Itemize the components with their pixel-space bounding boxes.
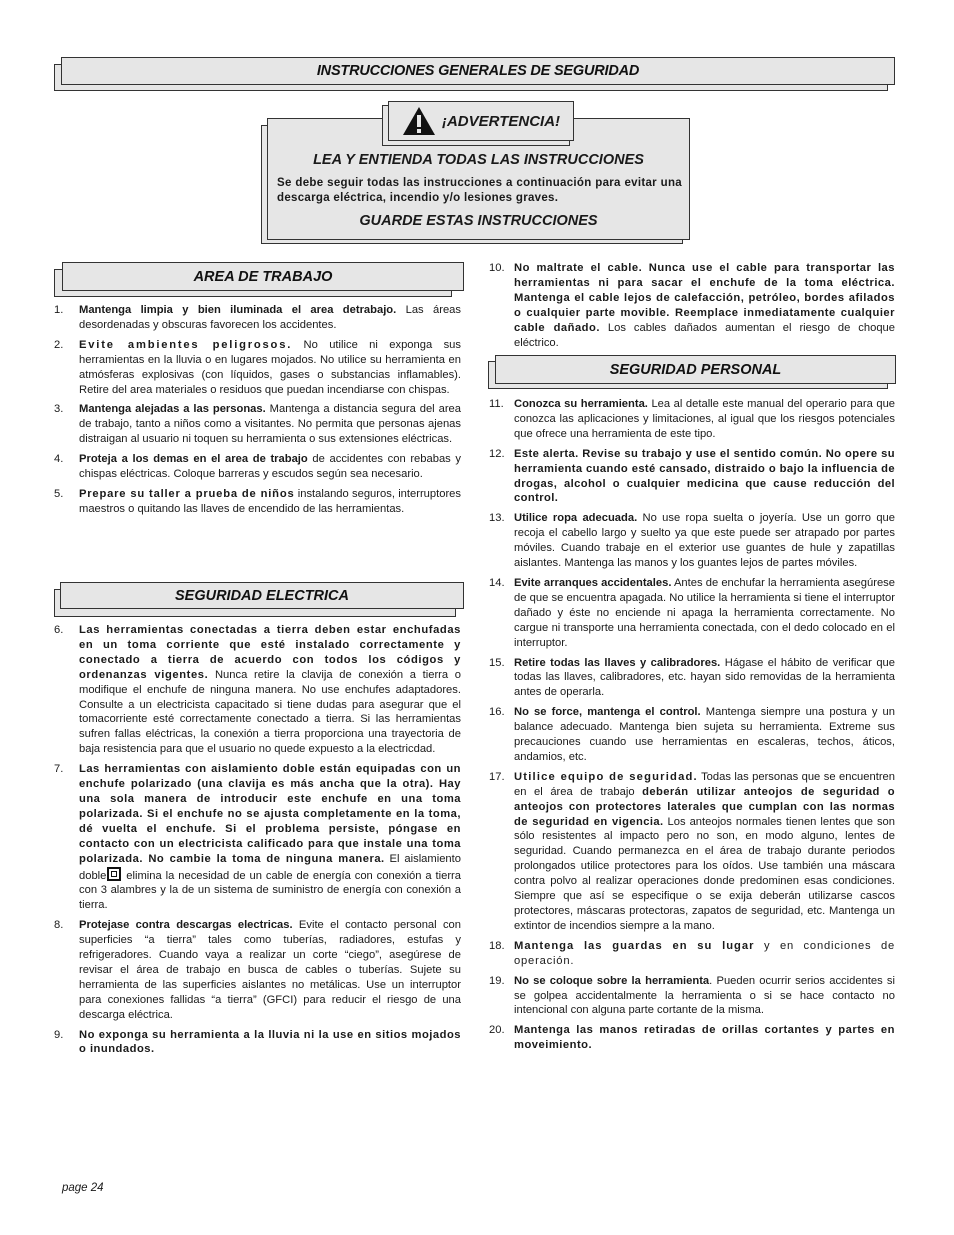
section-title: SEGURIDAD ELECTRICA bbox=[60, 582, 464, 609]
section-title: AREA DE TRABAJO bbox=[62, 262, 464, 291]
list-item: 3. Mantenga alejadas a las personas. Mantenga a distancia segura del area de trabajo, tanto a niños como a visitantes. No permita que personas ajenas distraigan al usuario ni toquen su herramienta o sus extensiones eléctricas. bbox=[54, 403, 461, 446]
list-item: 15. Retire todas las llaves y calibradores. Hágase el hábito de verificar que todas las llaves, calibradores, etc. hayan sido removidas de la herramienta antes de operarla. bbox=[489, 656, 895, 699]
warning-tab bbox=[388, 101, 574, 141]
double-insulation-icon bbox=[107, 867, 121, 881]
list-item: 17. Utilice equipo de seguridad. Todas las personas que se encuentren en el área de trabajo deberán utilizar anteojos de seguridad o anteojos con protectores laterales que cumplan con las normas de seguridad en vigencia. Los anteojos normales tienen lentes que son sólo resistentes al impacto pero no son, en modo alguno, lentes de seguridad. Cuando permanezca en el área de trabajo durante periodos prolongados utilice protectores para los oídos. Use también una máscara contra polvo al realizar operaciones donde predominen esas condiciones. Siempre que así se especifique o se exija deberán utilizarse cascos protectores, máscaras protectoras, zapatos de seguridad, etc. Mantenga un extintor de incendios siempre a la mano. bbox=[489, 770, 895, 932]
list-item: 12. Este alerta. Revise su trabajo y use el sentido común. No opere su herramienta cuando esté cansado, distraido o bajo la influencia de drogas, alcohol o cualquier medicina que cause reducción del control. bbox=[489, 447, 895, 505]
section-header-electrical bbox=[54, 582, 464, 618]
main-header bbox=[54, 57, 898, 93]
list-item: 1. Mantenga limpia y bien iluminada el area detrabajo. Las áreas desordenadas y obscuras favorecen los accidentes. bbox=[54, 304, 461, 331]
list-item: 9. No exponga su herramienta a la lluvia ni la use en sitios mojados o inundados. bbox=[54, 1028, 461, 1056]
section-header-personal bbox=[488, 355, 896, 391]
right-column-top bbox=[489, 261, 895, 355]
warning-title: ¡ADVERTENCIA! bbox=[441, 112, 561, 130]
list-item: 18. Mantenga las guardas en su lugar y en condiciones de operación. bbox=[489, 939, 896, 967]
warning-triangle-icon bbox=[402, 106, 436, 136]
list-item: 16. No se force, mantenga el control. Mantenga siempre una postura y un balance adecuado. Mantenga bien sujeta su herramienta. Extreme sus precauciones cuando use herramientas en escaleras, techos, áticos, andamios, etc. bbox=[489, 706, 895, 763]
list-item: 19. No se coloque sobre la herramienta. Pueden ocurrir serios accidentes si se golpea accidentalmente la herramienta o si se hace contacto no intencional con alguna parte cortante de la misma. bbox=[489, 974, 896, 1017]
warning-heading: LEA Y ENTIENDA TODAS LAS INSTRUCCIONES bbox=[313, 152, 644, 168]
left-column-top bbox=[54, 303, 461, 522]
right-column-bottom bbox=[489, 397, 895, 1058]
list-item: 5. Prepare su taller a prueba de niños instalando seguros, interruptores maestros o quitando las llaves de encendido de las herramientas. bbox=[54, 487, 462, 515]
main-title: INSTRUCCIONES GENERALES DE SEGURIDAD bbox=[61, 57, 895, 85]
list-item: 6. Las herramientas conectadas a tierra deben estar enchufadas en un toma corriente que esté instalado correctamente y conectado a tierra de acuerdo con todos los códigos y ordenanzas vigentes. Nunca retire la clavija de conexión a tierra o modifique el enchufe de ninguna manera. No use enchufes adaptadores. Consulte a un electricista capacitado si tiene dudas para asegurar que el tomacorriente esté correctamente conectado a tierra. Si las herramientas sufren fallas eléctricas, la conexión a tierra proporciona una trayectoria de baja resistencia para que el usuario no quede expuesto a la electricdad. bbox=[54, 624, 461, 756]
list-item: 2. Evite ambientes peligrosos. No utilice ni exponga sus herramientas en la lluvia o en lugares mojados. No utilice su herramienta en atmósferas explosivas (con líquidos, gases o substancias inflamables). Retire del area materiales o residuos que puedan incendiarse con chispas. bbox=[54, 338, 461, 396]
warning-body: Se debe seguir todas las instrucciones a continuación para evitar una descarga eléctrica, incendio y/o lesiones graves. bbox=[277, 177, 682, 204]
page-number: page 24 bbox=[62, 1182, 104, 1194]
section-title: SEGURIDAD PERSONAL bbox=[495, 355, 896, 384]
section-header-work-area bbox=[54, 262, 464, 298]
list-item: 10. No maltrate el cable. Nunca use el cable para transportar las herramientas ni para sacar el enchufe de la toma eléctrica. Mantenga el cable lejos de calefacción, petróleo, bordes afilados o cualquier parte movible. Reemplace inmediatamente cualquier cable dañado. Los cables dañados aumentan el riesgo de choque eléctrico. bbox=[489, 262, 895, 349]
list-item: 13. Utilice ropa adecuada. No use ropa suelta o joyería. Use un gorro que recoja el cabello largo y suelto ya que este puede ser atrapado por partes móviles. Cuando trabaje en el exterior use guantes de hule y zapatillas aislantes. Mantenga las manos y los guantes lejos de partes móviles. bbox=[489, 512, 895, 570]
left-column-bottom bbox=[54, 623, 461, 1062]
list-item: 7. Las herramientas con aislamiento doble están equipadas con un enchufe polarizado (una clavija es más ancha que la otra). Hay una sola manera de introducir este enchufe en una toma polarizada. Si el enchufe no se ajusta completamente en la toma, dé vuelta el enchufe. Si el problema persiste, póngase en contacto con un electricista calificado para que instale una toma polarizada. No cambie la toma de ninguna manera. El aislamiento doble elimina la necesidad de un cable de energía con conexión a tierra con 3 alambres y la de un sistema de suministro de energía con conexión a tierra. bbox=[54, 763, 461, 912]
list-item: 8. Protejase contra descargas electricas. Evite el contacto personal con superficies “a tierra” tales como tuberías, radiadores, estufas y refrigeradores. Cuando vaya a realizar un corte “ciego”, asegúrese de revisar el área de trabajo en busca de cables o tuberías. Sujete su herramienta de las superficies aislantes no metálicas. Use un interruptor para conexiones fallidas “a tierra” (GFCI) para reducir el riesgo de una descarga eléctrica. bbox=[54, 919, 461, 1021]
list-item: 20. Mantenga las manos retiradas de orillas cortantes y partes en moveimiento. bbox=[489, 1024, 895, 1052]
list-item: 14. Evite arranques accidentales. Antes de enchufar la herramienta asegúrese de que se encuentra apagada. No utilice la herramienta si tiene el interruptor dañado y éste no enciende ni apaga la herramienta correctamente. No cargue ni transporte una herramienta conectada, con el dedo colocado en el interruptor. bbox=[489, 576, 895, 649]
list-item: 4. Proteja a los demas en el area de trabajo de accidentes con rebabas y chispas eléctricas. Coloque barreras y escudos según sea necesario. bbox=[54, 453, 462, 481]
warning-footer: GUARDE ESTAS INSTRUCCIONES bbox=[359, 213, 598, 229]
list-item: 11. Conozca su herramienta. Lea al detalle este manual del operario para que conozca las aplicaciones y limitaciones, al igual que los riesgos potenciales que ofrece una herramienta de este tipo. bbox=[489, 398, 896, 440]
